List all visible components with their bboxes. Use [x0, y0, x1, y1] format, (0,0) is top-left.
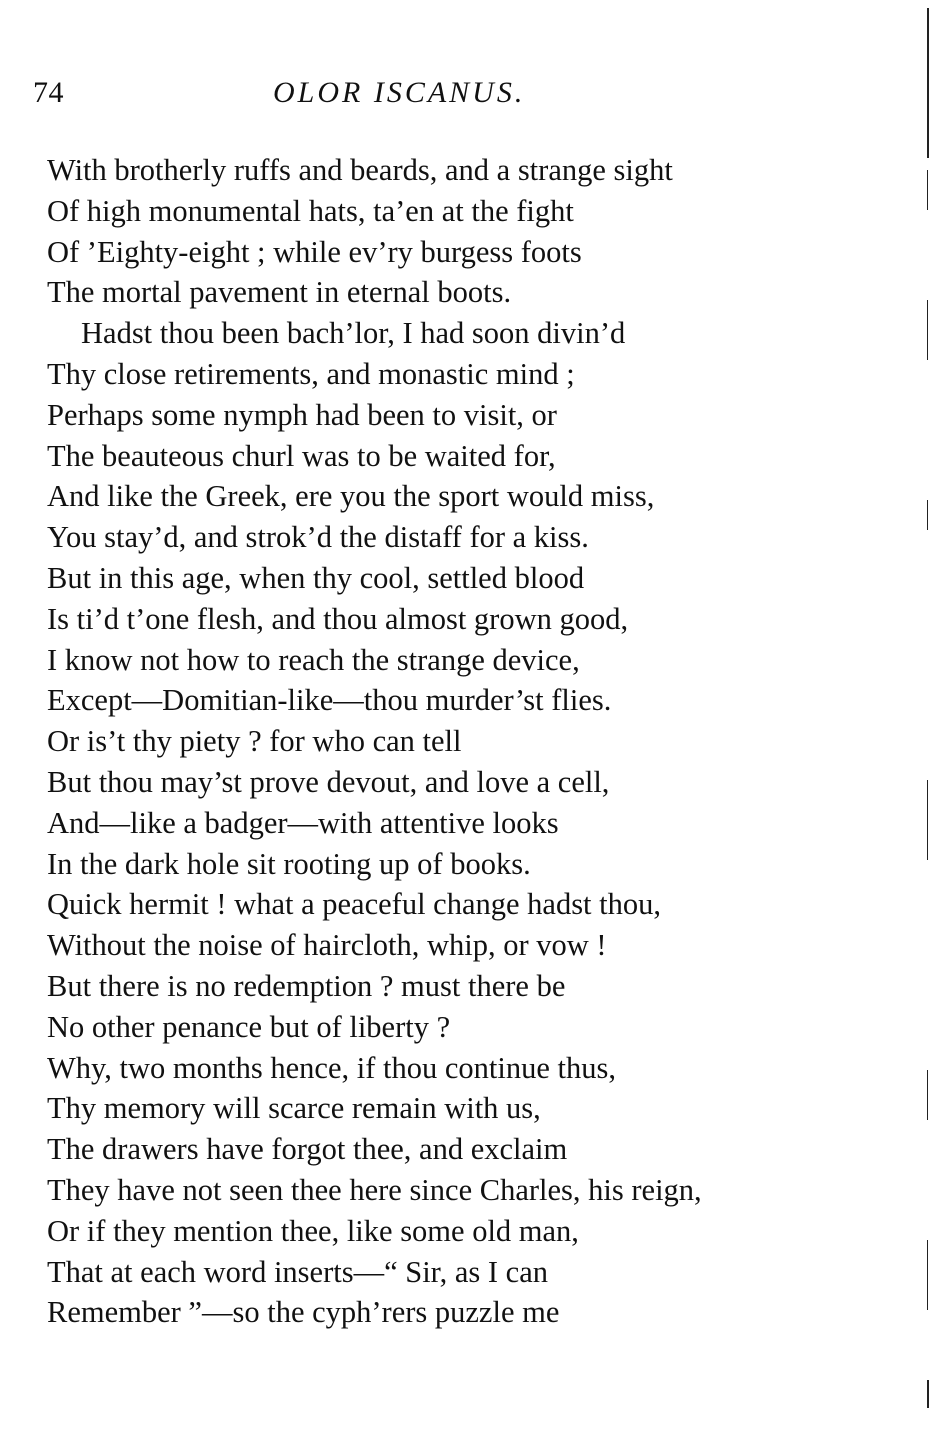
poem-line: And—like a badger—with attentive looks — [47, 805, 559, 840]
poem-line: I know not how to reach the strange device, — [47, 642, 580, 677]
poem-line: Thy memory will scarce remain with us, — [47, 1091, 541, 1126]
poem-line: Perhaps some nymph had been to visit, or — [47, 397, 557, 432]
page-binding-edge — [921, 0, 931, 1447]
poem-line: With brotherly ruffs and beards, and a strange sight — [47, 153, 673, 187]
poem-line: But thou may’st prove devout, and love a cell, — [47, 764, 610, 799]
page-number: 74 — [33, 76, 64, 109]
running-title: OLOR ISCANUS. — [273, 76, 526, 109]
page-header — [33, 70, 873, 118]
poem-line: Is ti’d t’one flesh, and thou almost grown good, — [47, 601, 629, 636]
poem-line: The mortal pavement in eternal boots. — [47, 275, 512, 310]
binding-shadow-mark — [927, 1070, 928, 1120]
poem-line: But there is no redemption ? must there be — [47, 968, 566, 1003]
poem-line: And like the Greek, ere you the sport would miss, — [47, 479, 655, 514]
poem-line: That at each word inserts—“ Sir, as I can — [47, 1254, 549, 1289]
binding-shadow-mark — [927, 1240, 928, 1310]
poem-line: Why, two months hence, if thou continue thus, — [47, 1050, 616, 1085]
poem-line: You stay’d, and strok’d the distaff for a kiss. — [47, 520, 589, 555]
poem-line: Except—Domitian-like—thou murder’st flies. — [47, 683, 612, 718]
poem-line: Of high monumental hats, ta’en at the fight — [47, 193, 574, 228]
poem-line: Remember ”—so the cyph’rers puzzle me — [47, 1295, 560, 1330]
poem-line: Of ’Eighty-eight ; while ev’ry burgess foots — [47, 234, 582, 269]
binding-shadow-mark — [927, 500, 928, 530]
poem-line: No other penance but of liberty ? — [47, 1009, 451, 1044]
poem-line: Without the noise of haircloth, whip, or vow ! — [47, 928, 607, 963]
poem-line: Quick hermit ! what a peaceful change hadst thou, — [47, 887, 662, 922]
binding-shadow-mark — [927, 8, 929, 158]
poem-line: In the dark hole sit rooting up of books. — [47, 846, 531, 881]
poem-line: Hadst thou been bach’lor, I had soon divin’d — [81, 316, 626, 351]
poem-text — [47, 150, 867, 1333]
poem-line: The drawers have forgot thee, and exclaim — [47, 1132, 568, 1167]
poem-line: Or if they mention thee, like some old man, — [47, 1213, 579, 1248]
poem-line: They have not seen thee here since Charles, his reign, — [47, 1172, 702, 1207]
poem-line: The beauteous churl was to be waited for, — [47, 438, 556, 473]
binding-shadow-mark — [927, 170, 928, 210]
poem-line: Or is’t thy piety ? for who can tell — [47, 724, 462, 759]
binding-shadow-mark — [927, 1380, 929, 1408]
binding-shadow-mark — [927, 780, 928, 860]
poem-line: Thy close retirements, and monastic mind ; — [47, 356, 575, 391]
poem-line: But in this age, when thy cool, settled blood — [47, 560, 585, 595]
binding-shadow-mark — [927, 300, 928, 360]
